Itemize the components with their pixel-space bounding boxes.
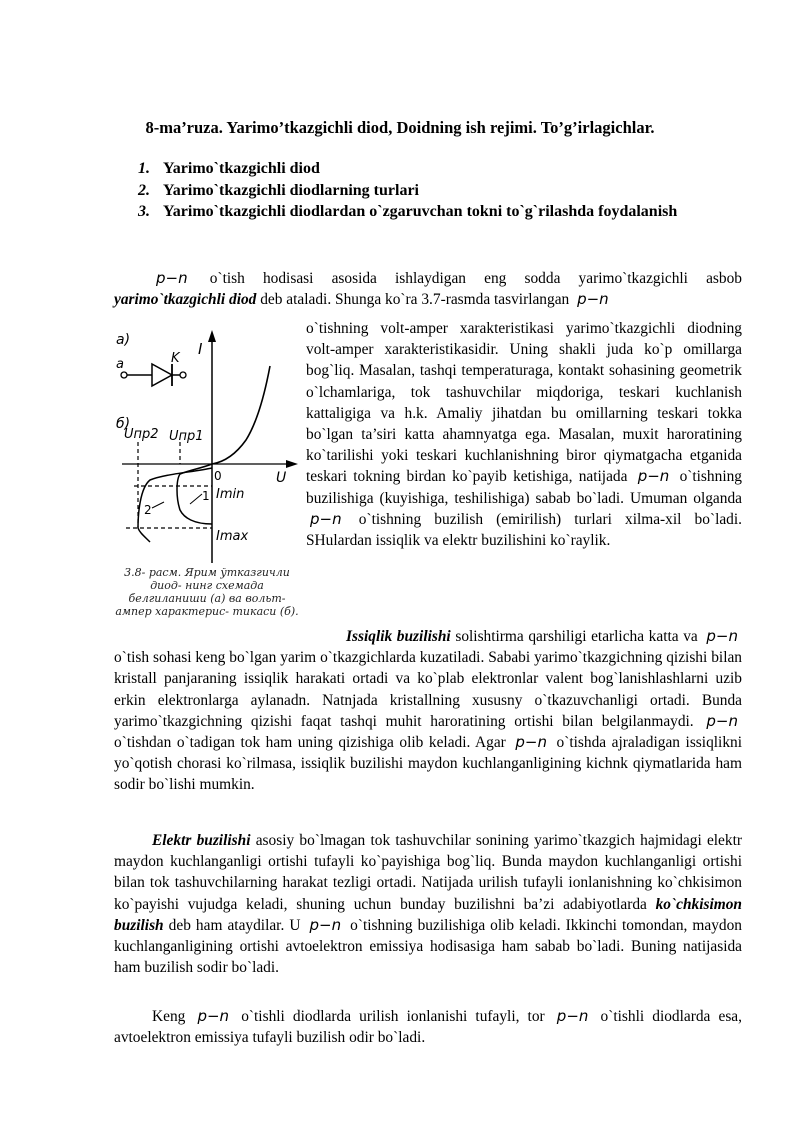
label-anode: a (116, 357, 124, 372)
paragraph-text: o`tish hodisasi asosida ishlaydigan eng sodda yarimo`tkazgichli asbob (209, 270, 742, 287)
label-b: б) (116, 416, 131, 432)
paragraph-conclusion (114, 1006, 742, 1048)
label-upr2: Uпр2 (124, 427, 159, 442)
diode-diagram (114, 328, 300, 563)
paragraph-text: o`tishli diodlarda urilish ionlanishi tufayli, tor (241, 1008, 545, 1025)
label-cathode: K (171, 351, 180, 366)
curve-2-label: 2 (144, 503, 152, 517)
pn-symbol: p−n (197, 1007, 230, 1025)
term-avalanche: ko`chkisimon buzilish (114, 895, 742, 934)
label-upr1: Uпр1 (169, 429, 204, 444)
paragraph-text: o`tishdan o`tadigan tok ham uning qizishiga olib keladi. Agar (114, 734, 506, 752)
outline-item (138, 201, 693, 223)
paragraph-text: o`tishning buzilishiga (kuyishiga, teshilishiga) sabab bo`ladi. Umuman olganda (306, 468, 742, 507)
paragraph-text: o`tishning buzilishiga olib keladi. Ikkinchi tomondan, maydon kuchlanganligining ortishi avtoelektron emissiya hodisasiga ham sabab bo`ladi. Buning natijasida ham buzilish sodir bo`ladi. (114, 916, 742, 977)
outline-number: 2. (138, 181, 150, 199)
pn-symbol: p−n (515, 733, 547, 752)
pn-symbol: p−n (706, 711, 739, 730)
label-imin: Imin (216, 487, 245, 502)
paragraph-text: va (683, 628, 698, 645)
paragraph-text: deb ataladi. Shunga ko`ra 3.7-rasmda tasvirlangan (260, 291, 570, 309)
paragraph-electric (114, 830, 742, 978)
paragraph-thermal (114, 626, 742, 796)
outline-item (138, 180, 693, 202)
term-electric: Elektr buzilishi (152, 832, 251, 849)
outline-number: 3. (138, 203, 150, 220)
paragraph-text: solishtirma qarshiligi etarlicha katta (455, 628, 679, 645)
lecture-outline (138, 158, 693, 223)
outline-text: Yarimo`tkazgichli diod (163, 160, 320, 177)
lecture-title: 8-ma’ruza. Yarimo’tkazgichli diod, Doidning ish rejimi. To’g’irlagichlar. (145, 118, 655, 137)
terminal-anode (121, 372, 127, 378)
paragraph-text: o`tishning volt-amper xarakteristikasi yarimo`tkazgichli diodning volt-amper xarakteristikasidir. Uning shakli juda ko`p omillarga bog`liq. Masalan, tashqi temperaturaga, kontakt sohasining geometrik o`lchamlariga, tok tashuvchilar miqdoriga, teskari kuchlanish kattaligiga va h.k. Amaliy jihatdan bu omillarning teskari tokka bo`lgan ta’siri katta ahamnyatga ega. Masalan, muxit haroratining ko`tarilishi yoki teskari kuchlanishning biror qiymatgacha etganida teskari tokning birdan ko`payib ketishiga, natijada (306, 320, 742, 486)
pn-symbol: p−n (309, 915, 342, 934)
origin-label: 0 (214, 469, 222, 483)
axis-u-arrow (286, 460, 298, 468)
forward-curve (212, 366, 270, 464)
pn-symbol: p−n (310, 509, 342, 528)
diode-triangle (152, 364, 172, 386)
pn-symbol: p−n (706, 627, 738, 645)
paragraph-text: o`tishli diodlarda esa, avtoelektron emissiya tufayli buzilish odir bo`ladi. (114, 1008, 742, 1047)
paragraph-intro (114, 268, 742, 310)
term-thermal: Issiqlik buzilishi (346, 628, 451, 645)
axis-u-label: U (276, 470, 287, 486)
figure-caption: 3.8- расм. Ярим ўтказгичли диод- нинг схемада белгиланиши (а) ва вольт-ампер характерис- тикаси (б). (115, 566, 299, 618)
pn-symbol: p−n (637, 467, 670, 486)
outline-text: Yarimo`tkazgichli diodlarning turlari (163, 181, 419, 199)
axis-i-arrow (208, 330, 216, 342)
axis-i-label: I (198, 340, 203, 358)
paragraph-text: asosiy bo`lmagan tok tashuvchilar sonining yarimo`tkazgich hajmidagi elektr maydon kuchlanganligi ortishi tufayli ko`payishiga bog`liq. Bunda maydon kuchlanganligi ortishi bilan tok tashuvchilarning harakat tezligi ortadi. Natijada urilish tufayli ionlanishning ko`chkisimon ko`payishi vujudga keladi, shuning uchun bunday buzilishni ba’zi adabiyotlarda (114, 832, 742, 913)
paragraph-text: o`tishning buzilish (emirilish) turlari xilma-xil bo`ladi. SHulardan issiqlik va elektr buzilishini ko`raylik. (306, 510, 742, 550)
curve-2-leader (152, 502, 164, 508)
outline-text: Yarimo`tkazgichli diodlardan o`zgaruvchan tokni to`g`rilashda foydalanish (163, 203, 678, 220)
pn-symbol: p−n (156, 269, 188, 287)
label-a: a) (116, 332, 131, 348)
paragraph-intro-wrap (306, 318, 742, 551)
paragraph-text: o`tishda ajraladigan issiqlikni yo`qotish chorasi ko`rilmasa, issiqlik buzilishi maydon kuchlanganligining kichnk qiymatlarida ham sodir bo`lishi mumkin. (114, 734, 742, 794)
pn-symbol: p−n (556, 1007, 589, 1025)
outline-item (138, 158, 693, 180)
diode-figure (114, 328, 300, 618)
outline-number: 1. (138, 160, 150, 177)
label-imax: Imax (216, 529, 249, 544)
terminal-cathode (180, 372, 186, 378)
term-diode: yarimo`tkazgichli diod (114, 291, 257, 309)
paragraph-text: deb ham ataydilar. U (168, 916, 301, 934)
paragraph-text: Keng (152, 1008, 186, 1025)
paragraph-text: o`tish sohasi keng bo`lgan yarim o`tkazgichlarda kuzatiladi. Sababi yarimo`tkazgichning qizishi bilan kristall panjaraning issiqlik harakati ortadi va ko`plab elektronlar valent bog`lanishlashlarni uzib erkin elektronlarga aylanadn. Natnjada kristallning xususny o`tkazuvchanligi ortadi. Bunda yarimo`tkazgichning qizishi faqat tashqi muhit haroratining ortishi bilan belgilanmaydi. (114, 649, 742, 730)
curve-1-label: 1 (202, 489, 210, 503)
pn-symbol: p−n (577, 290, 609, 309)
curve-1-leader (190, 494, 202, 504)
